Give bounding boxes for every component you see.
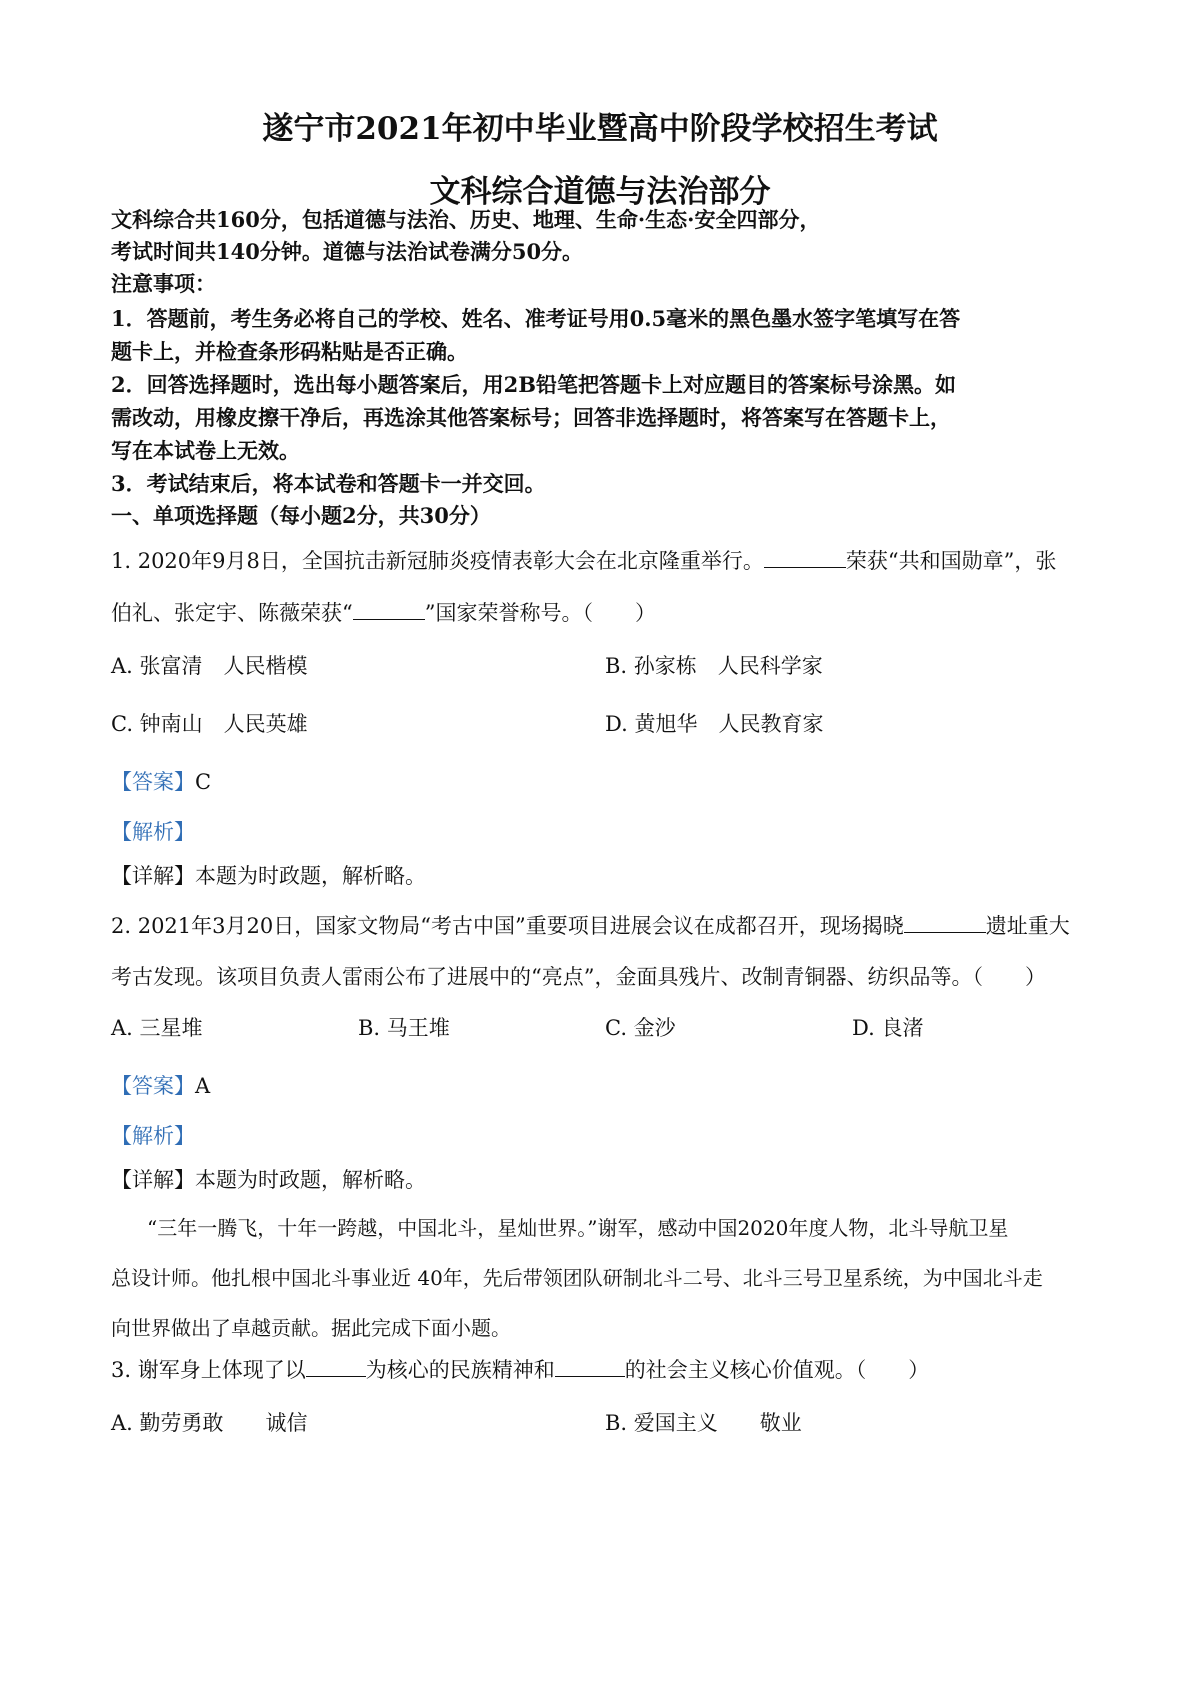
answer-blank	[306, 1356, 366, 1377]
question-1-line-2	[111, 597, 656, 627]
question-2-option-b: B. 马王堆	[358, 1016, 450, 1040]
question-3-text-c: 的社会主义核心价值观。（ ）	[624, 1358, 930, 1382]
notice-heading: 注意事项：	[111, 271, 216, 296]
answer-value: A	[195, 1074, 211, 1098]
question-2-answer	[111, 1070, 210, 1100]
question-1-detail	[111, 860, 426, 890]
question-2-option-d: D. 良渚	[852, 1016, 924, 1040]
passage-line-2: 总设计师。他扎根中国北斗事业近 40年，先后带领团队研制北斗二号、北斗三号卫星系统，为中国北斗走	[111, 1266, 1043, 1290]
question-1-text-c: 伯礼、张定宇、陈薇荣获“	[111, 601, 353, 625]
exam-title: 遂宁市2021年初中毕业暨高中阶段学校招生考试	[262, 111, 938, 147]
notice-item-3: 3．考试结束后，将本试卷和答题卡一并交回。	[111, 471, 546, 496]
answer-tag: 【答案】	[111, 1074, 195, 1098]
question-3-option-a: A. 勤劳勇敢 诚信	[111, 1411, 308, 1435]
question-1-option-b: B. 孙家栋 人民科学家	[605, 654, 823, 678]
question-1-option-d: D. 黄旭华 人民教育家	[605, 712, 824, 736]
answer-blank	[555, 1356, 625, 1377]
notice-item-2-line-3: 写在本试卷上无效。	[111, 438, 300, 463]
notice-item-2-line-1: 2．回答选择题时，选出每小题答案后，用2B铅笔把答题卡上对应题目的答案标号涂黑。如	[111, 372, 956, 397]
question-1-text-a: 1. 2020年9月8日，全国抗击新冠肺炎疫情表彰大会在北京隆重举行。	[111, 549, 764, 573]
analysis-tag: 【解析】	[111, 820, 195, 844]
question-2-line-2: 考古发现。该项目负责人雷雨公布了进展中的“亮点”，金面具残片、改制青铜器、纺织品等。（ ）	[111, 965, 1046, 989]
passage-line-3: 向世界做出了卓越贡献。据此完成下面小题。	[111, 1316, 511, 1340]
detail-tag: 【详解】	[111, 864, 195, 888]
exam-subtitle: 文科综合道德与法治部分	[429, 174, 771, 210]
answer-value: C	[195, 770, 212, 794]
notice-item-1-line-1: 1．答题前，考生务必将自己的学校、姓名、准考证号用0.5毫米的黑色墨水签字笔填写在答	[111, 306, 961, 331]
question-1-text-d: ”国家荣誉称号。（ ）	[424, 601, 656, 625]
answer-blank	[904, 912, 986, 933]
question-1-analysis	[111, 816, 195, 846]
question-2-analysis	[111, 1120, 195, 1150]
instructions-line-1: 文科综合共160分，包括道德与法治、历史、地理、生命·生态·安全四部分，	[111, 207, 821, 232]
question-1-answer	[111, 766, 211, 796]
question-2-detail	[111, 1164, 426, 1194]
question-1-option-c: C. 钟南山 人民英雄	[111, 712, 308, 736]
question-2-option-c: C. 金沙	[605, 1016, 676, 1040]
question-2-line-1	[111, 910, 1070, 940]
question-3-text-b: 为核心的民族精神和	[365, 1358, 555, 1382]
instructions-line-2: 考试时间共140分钟。道德与法治试卷满分50分。	[111, 239, 584, 264]
notice-item-1-line-2: 题卡上，并检查条形码粘贴是否正确。	[111, 339, 468, 364]
question-2-text-b: 遗址重大	[985, 914, 1070, 938]
question-1-text-b: 荣获“共和国勋章”，张	[845, 549, 1057, 573]
detail-text: 本题为时政题，解析略。	[195, 864, 426, 888]
answer-blank	[764, 547, 846, 568]
question-3-line-1	[111, 1354, 929, 1384]
question-1-option-a: A. 张富清 人民楷模	[111, 654, 308, 678]
answer-tag: 【答案】	[111, 770, 195, 794]
detail-tag: 【详解】	[111, 1168, 195, 1192]
section-heading: 一、单项选择题（每小题2分，共30分）	[111, 503, 491, 528]
question-2-text-a: 2. 2021年3月20日，国家文物局“考古中国”重要项目进展会议在成都召开，现场揭晓	[111, 914, 904, 938]
detail-text: 本题为时政题，解析略。	[195, 1168, 426, 1192]
question-2-option-a: A. 三星堆	[111, 1016, 203, 1040]
answer-blank	[353, 599, 425, 620]
analysis-tag: 【解析】	[111, 1124, 195, 1148]
question-3-option-b: B. 爱国主义 敬业	[605, 1411, 802, 1435]
passage-line-1: “三年一腾飞，十年一跨越，中国北斗，星灿世界。”谢军，感动中国2020年度人物，北斗导航卫星	[147, 1216, 1009, 1240]
question-1-line-1	[111, 545, 1056, 575]
notice-item-2-line-2: 需改动，用橡皮擦干净后，再选涂其他答案标号；回答非选择题时，将答案写在答题卡上，	[111, 405, 951, 430]
question-3-text-a: 3. 谢军身上体现了以	[111, 1358, 306, 1382]
